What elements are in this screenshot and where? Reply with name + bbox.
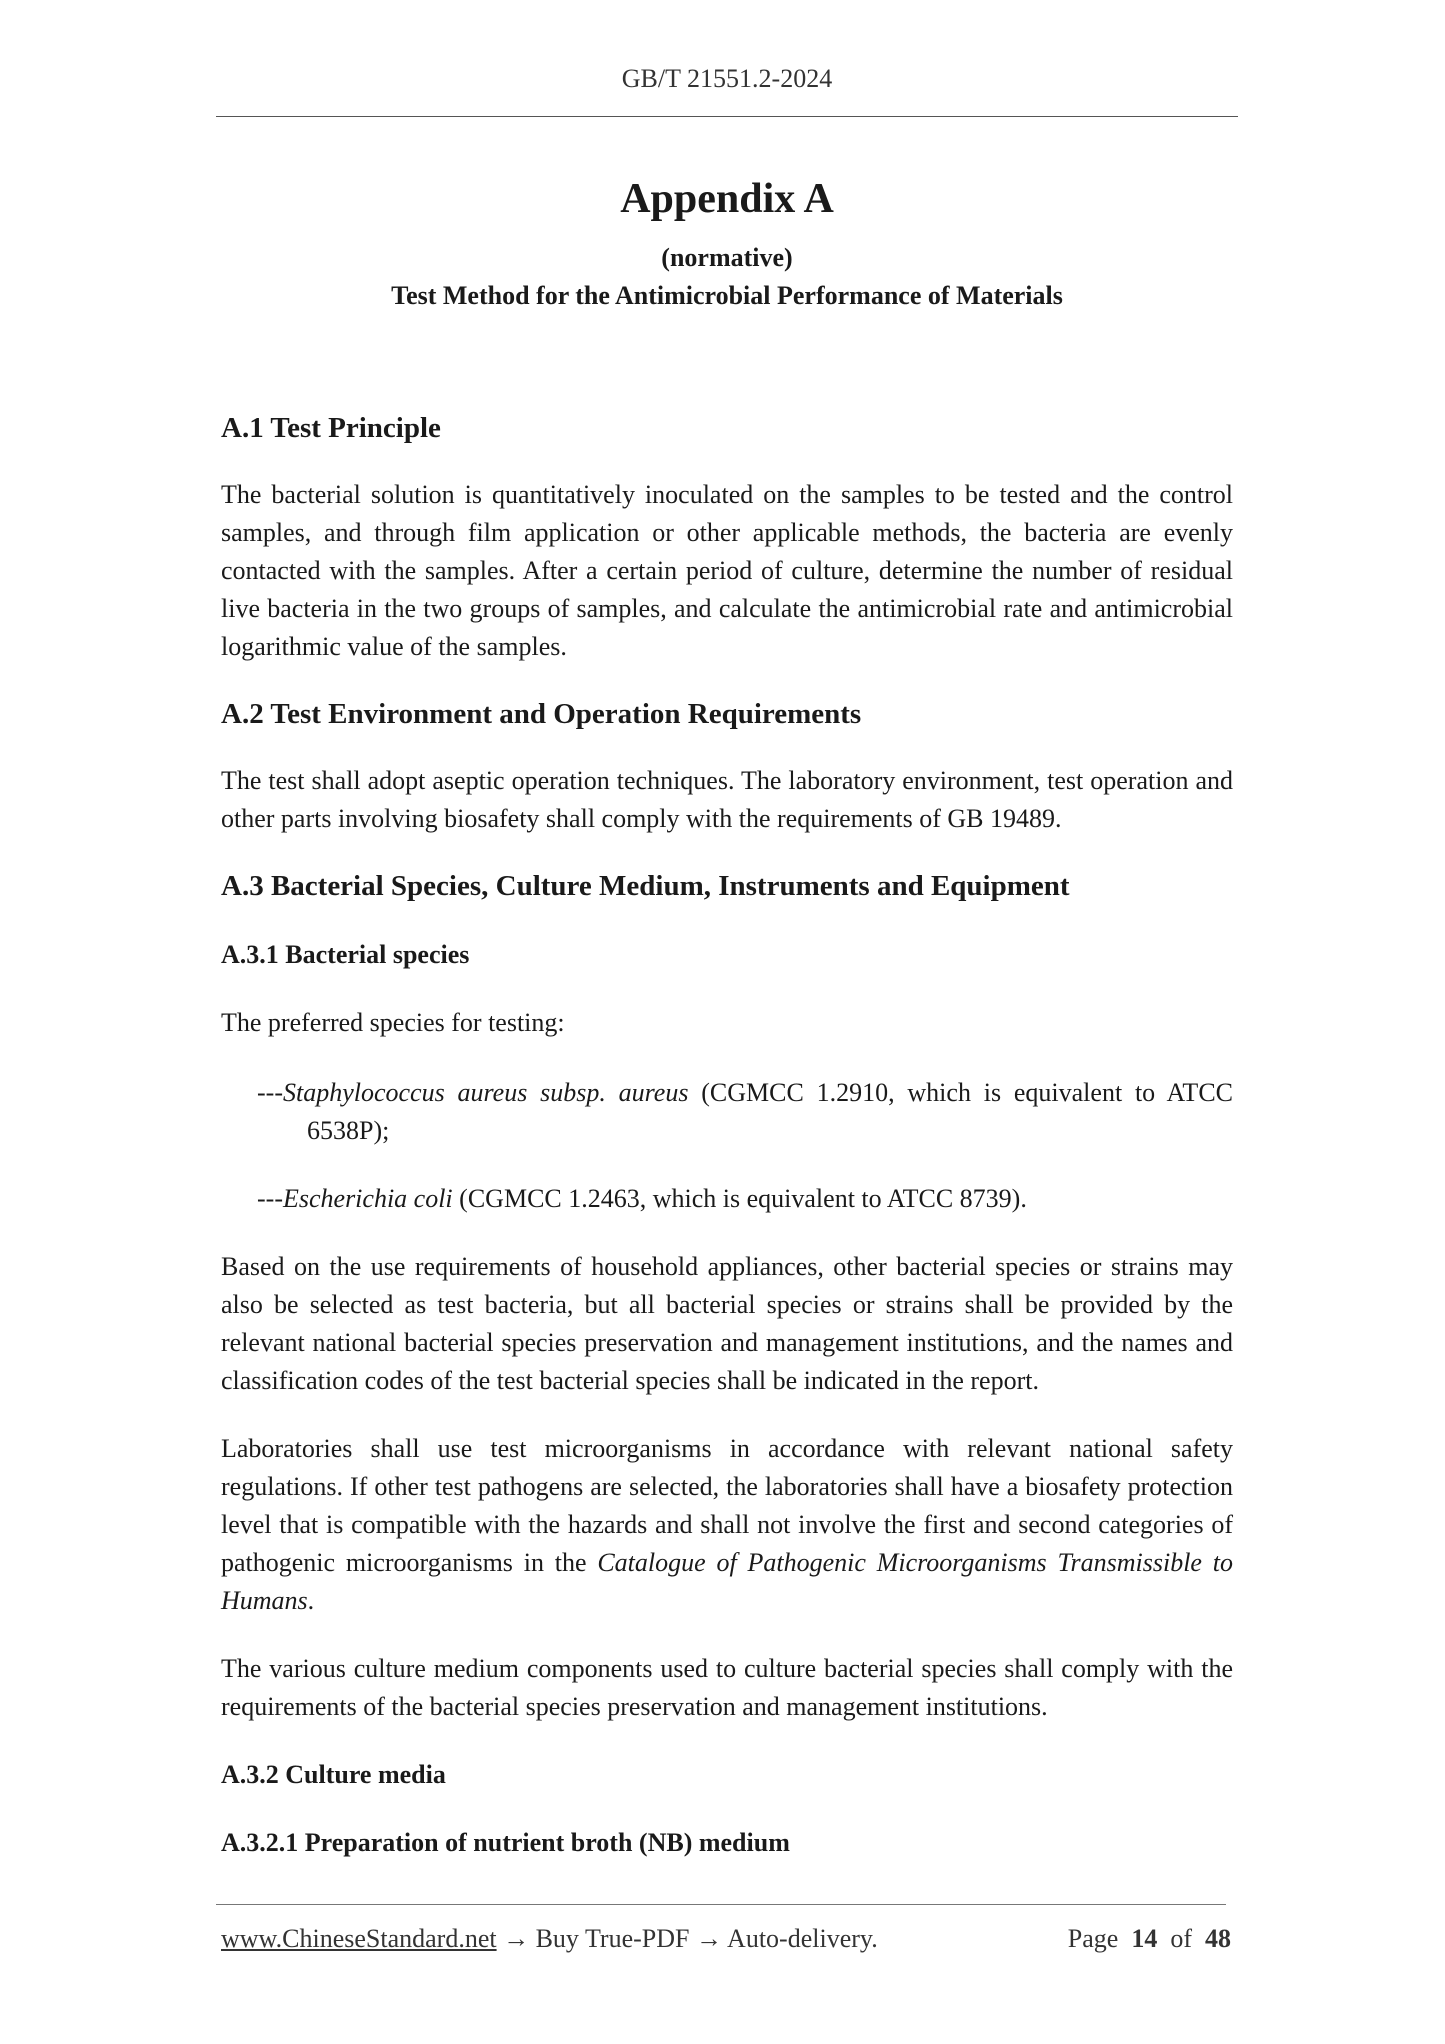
page-number: 14: [1131, 1924, 1158, 1953]
page-label: Page: [1067, 1924, 1119, 1953]
appendix-type: (normative): [661, 243, 793, 272]
section-a3-heading: A.3 Bacterial Species, Culture Medium, Instruments and Equipment: [221, 870, 1070, 902]
section-a2-paragraph: The test shall adopt aseptic operation techniques. The laboratory environment, test operation and other parts involving biosafety shall comply with the requirements of GB 19489.: [221, 766, 1233, 833]
species-detail: (CGMCC 1.2463, which is equivalent to ATCC 8739).: [452, 1184, 1027, 1213]
page-indicator: [1068, 1924, 1231, 1954]
page-total: 48: [1205, 1924, 1231, 1953]
species-list-item: [221, 1180, 1233, 1218]
section-a31-heading: A.3.1 Bacterial species: [221, 940, 470, 969]
promo-text: → Buy True-PDF → Auto-delivery.: [496, 1924, 878, 1953]
footer-divider: [216, 1904, 1226, 1905]
species-name: Escherichia coli: [282, 1184, 453, 1213]
of-label: of: [1170, 1924, 1192, 1953]
website-link[interactable]: www.ChineseStandard.net: [221, 1924, 497, 1953]
catalogue-title: Catalogue of Pathogenic Microorganisms Transmissible to Humans: [221, 1548, 1233, 1615]
section-a2-heading: A.2 Test Environment and Operation Requirements: [221, 698, 862, 730]
paragraph-end: .: [307, 1586, 315, 1615]
appendix-title: Appendix A: [620, 176, 834, 222]
section-a1-heading: A.1 Test Principle: [221, 412, 441, 444]
section-a1-paragraph: The bacterial solution is quantitatively inoculated on the samples to be tested and the control samples, and through film application or other applicable methods, the bacteria are evenly contacted with the samples. After a certain period of culture, determine the number of residual live bacteria in the two groups of samples, and calculate the antimicrobial rate and antimicrobial logarithmic value of the samples.: [221, 480, 1233, 661]
header-divider: [216, 116, 1238, 117]
list-dash: ---: [257, 1078, 283, 1107]
section-a31-paragraph-2: [221, 1430, 1233, 1620]
section-a32-heading: A.3.2 Culture media: [221, 1760, 446, 1789]
document-code-header: GB/T 21551.2-2024: [621, 64, 833, 93]
appendix-subtitle: Test Method for the Antimicrobial Performance of Materials: [391, 281, 1063, 310]
species-list-item: [221, 1074, 1233, 1150]
list-dash: ---: [257, 1184, 283, 1213]
section-a321-heading: A.3.2.1 Preparation of nutrient broth (NB) medium: [221, 1828, 790, 1857]
footer-promo: [221, 1924, 878, 1954]
species-detail: (CGMCC 1.2910, which is equivalent to ATCC 6538P);: [307, 1078, 1233, 1145]
section-a31-intro: The preferred species for testing:: [221, 1008, 565, 1037]
section-a31-paragraph-3: The various culture medium components used to culture bacterial species shall comply with the requirements of the bacterial species preservation and management institutions.: [221, 1654, 1233, 1721]
section-a31-paragraph-1: Based on the use requirements of household appliances, other bacterial species or strains may also be selected as test bacteria, but all bacterial species or strains shall be provided by the relevant national bacterial species preservation and management institutions, and the names and classification codes of the test bacterial species shall be indicated in the report.: [221, 1252, 1233, 1395]
document-body: [221, 408, 1233, 1862]
paragraph-text: Laboratories shall use test microorganisms in accordance with relevant national safety regulations. If other test pathogens are selected, the laboratories shall have a biosafety protection level that is compatible with the hazards and shall not involve the first and second categories of pathogenic microorganisms in the: [221, 1434, 1233, 1577]
species-name: Staphylococcus aureus subsp. aureus: [282, 1078, 689, 1107]
